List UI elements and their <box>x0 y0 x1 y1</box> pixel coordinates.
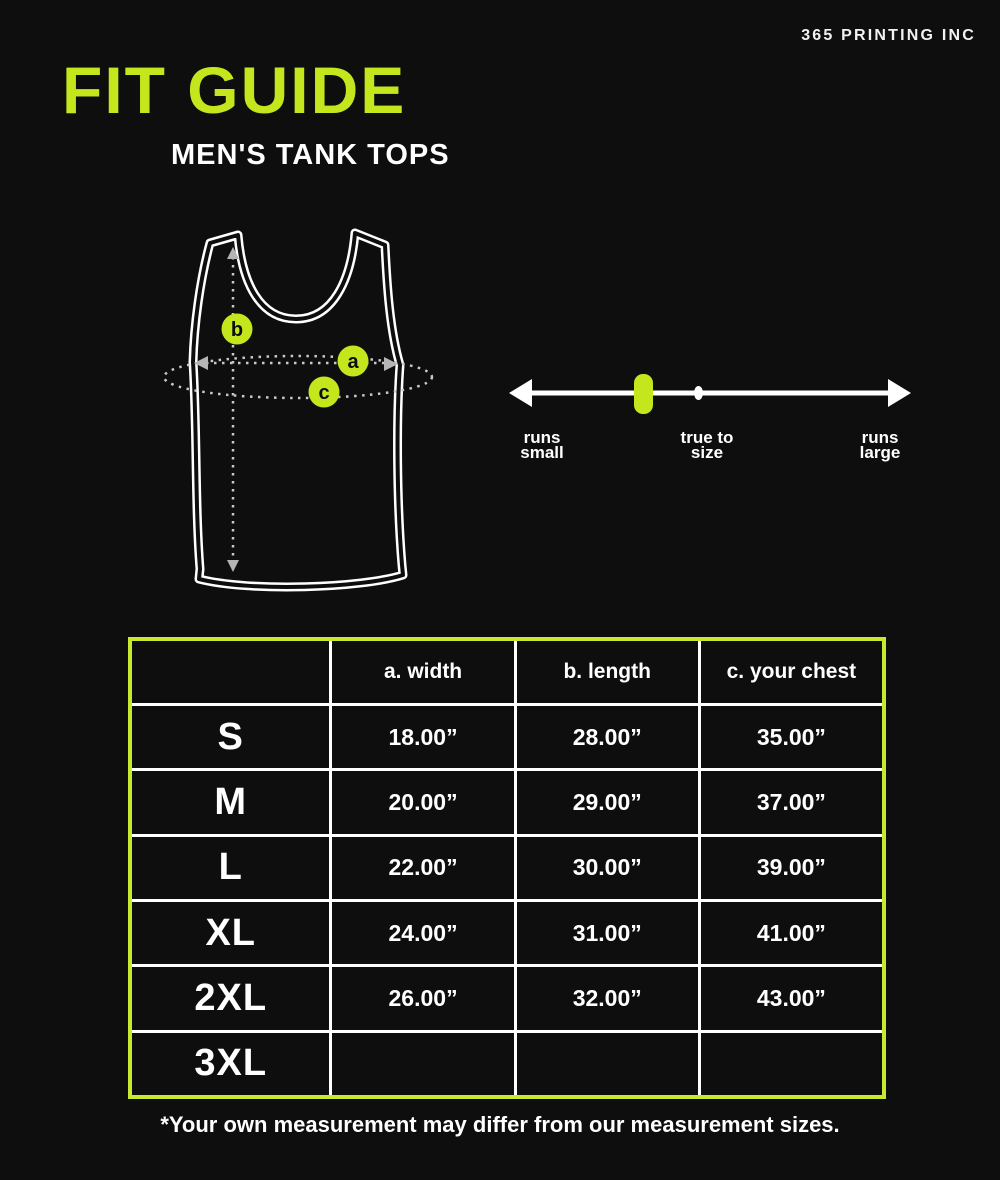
table-cell: 32.00” <box>517 967 698 1029</box>
page-subtitle: MEN'S TANK TOPS <box>171 139 450 171</box>
fit-scale-axis <box>505 362 915 424</box>
table-header-chest: c. your chest <box>701 641 882 703</box>
size-label: M <box>132 771 329 833</box>
table-cell: 22.00” <box>332 837 513 899</box>
length-arrow-down-icon <box>227 560 239 572</box>
size-label: 2XL <box>132 967 329 1029</box>
tank-top-diagram <box>150 225 470 605</box>
table-cell: 20.00” <box>332 771 513 833</box>
scale-label-true-to-size: true to size <box>680 428 734 462</box>
scale-label-runs-small: runs small <box>520 428 564 462</box>
table-cell: 29.00” <box>517 771 698 833</box>
table-cell: 43.00” <box>701 967 882 1029</box>
fit-marker <box>634 374 653 414</box>
table-cell <box>517 1033 698 1095</box>
table-cell: 26.00” <box>332 967 513 1029</box>
fit-scale <box>505 362 915 477</box>
table-cell: 18.00” <box>332 706 513 768</box>
brand-name: 365 PRINTING INC <box>801 27 976 44</box>
size-label: S <box>132 706 329 768</box>
table-cell: 39.00” <box>701 837 882 899</box>
table-cell: 30.00” <box>517 837 698 899</box>
table-cell: 41.00” <box>701 902 882 964</box>
size-label: XL <box>132 902 329 964</box>
table-cell: 37.00” <box>701 771 882 833</box>
table-cell: 31.00” <box>517 902 698 964</box>
table-cell <box>701 1033 882 1095</box>
scale-arrow-right-icon <box>888 379 911 407</box>
size-label: 3XL <box>132 1033 329 1095</box>
table-cell <box>332 1033 513 1095</box>
size-label: L <box>132 837 329 899</box>
measurement-disclaimer: *Your own measurement may differ from our measurement sizes. <box>160 1112 840 1137</box>
marker-a-letter: a <box>347 351 359 373</box>
table-cell: 28.00” <box>517 706 698 768</box>
marker-b-letter: b <box>230 319 244 341</box>
tank-outline-inner <box>193 233 403 587</box>
scale-label-runs-large: runs large <box>859 428 901 462</box>
marker-c-letter: c <box>318 382 330 404</box>
table-cell: 24.00” <box>332 902 513 964</box>
size-table <box>128 637 886 1099</box>
table-cell: 35.00” <box>701 706 882 768</box>
table-header-width: a. width <box>332 641 513 703</box>
scale-arrow-left-icon <box>509 379 532 407</box>
table-header-length: b. length <box>517 641 698 703</box>
page-title: FIT GUIDE <box>62 53 407 127</box>
tank-outline <box>193 233 403 587</box>
true-to-size-tick <box>694 386 703 400</box>
table-header-empty <box>132 641 329 703</box>
